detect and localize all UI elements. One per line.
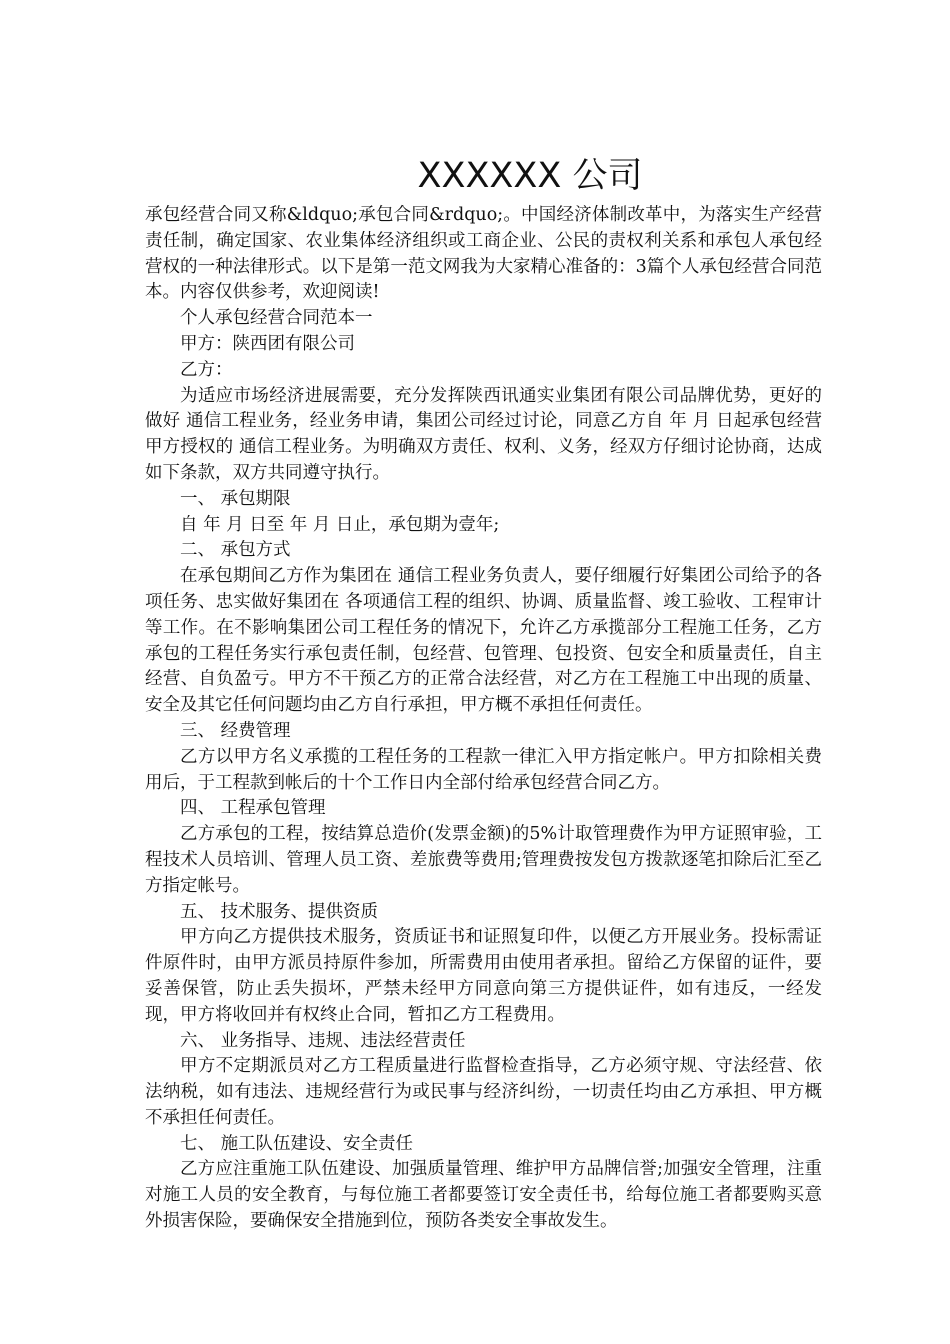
section-heading: 三、 经费管理 bbox=[180, 720, 291, 741]
document-title: XXXXXX 公司 bbox=[417, 156, 643, 196]
preamble-paragraph: 为适应市场经济进展需要，充分发挥陕西讯通实业集团有限公司品牌优势，更好的做好 通信工程业务，经业务申请，集团公司经过讨论，同意乙方自 年 月 日起承包经营甲方授权的 通信工程业务。为明确双方责任、权利、义务，经双方仔细讨论协商，达成如下条款，双方共同遵守执行。 bbox=[145, 385, 822, 483]
intro-paragraph: 承包经营合同又称&ldquo;承包合同&rdquo;。中国经济体制改革中，为落实生产经营责任制，确定国家、农业集体经济组织或工商企业、公民的责权利关系和承包人承包经营权的一种法律形式。以下是第一范文网我为大家精心准备的：3篇个人承包经营合同范本。内容仅供参考，欢迎阅读! bbox=[145, 205, 822, 303]
section-text: 自 年 月 日至 年 月 日止，承包期为壹年; bbox=[180, 514, 500, 535]
party-a-line: 甲方：陕西团有限公司 bbox=[180, 333, 355, 354]
section-heading: 五、 技术服务、提供资质 bbox=[180, 901, 379, 922]
section-text: 在承包期间乙方作为集团在 通信工程业务负责人，要仔细履行好集团公司给予的各项任务、忠实做好集团在 各项通信工程的组织、协调、质量监督、竣工验收、工程审计等工作。在不影响集团公司工程任务的情况下，允许乙方承揽部分工程施工任务，乙方承包的工程任务实行承包责任制，包经营、包管理、包投资、包安全和质量责任，自主经营、自负盈亏。甲方不干预乙方的正常合法经营，对乙方在工程施工中出现的质量、安全及其它任何问题均由乙方自行承担，甲方概不承担任何责任。 bbox=[145, 566, 822, 716]
section-text: 甲方向乙方提供技术服务，资质证书和证照复印件，以便乙方开展业务。投标需证件原件时，由甲方派员持原件参加，所需费用由使用者承担。留给乙方保留的证件，要妥善保管，防止丢失损坏，严禁未经甲方同意向第三方提供证件，如有违反，一经发现，甲方将收回并有权终止合同，暂扣乙方工程费用。 bbox=[145, 927, 822, 1025]
section-heading: 二、 承包方式 bbox=[180, 540, 291, 561]
contract-title: 个人承包经营合同范本一 bbox=[180, 308, 373, 329]
section-text: 甲方不定期派员对乙方工程质量进行监督检查指导，乙方必须守规、守法经营、依法纳税，如有违法、违规经营行为或民事与经济纠纷，一切责任均由乙方承担、甲方概不承担任何责任。 bbox=[145, 1056, 822, 1128]
section-heading: 一、 承包期限 bbox=[180, 488, 291, 509]
section-heading: 七、 施工队伍建设、安全责任 bbox=[180, 1133, 414, 1154]
document-body bbox=[145, 203, 822, 1235]
section-text: 乙方以甲方名义承揽的工程任务的工程款一律汇入甲方指定帐户。甲方扣除相关费用后，于工程款到帐后的十个工作日内全部付给承包经营合同乙方。 bbox=[145, 746, 822, 793]
section-text: 乙方应注重施工队伍建设、加强质量管理、维护甲方品牌信誉;加强安全管理，注重对施工人员的安全教育，与每位施工者都要签订安全责任书，给每位施工者都要购买意外损害保险，要确保安全措施到位，预防各类安全事故发生。 bbox=[145, 1159, 822, 1232]
party-b-line: 乙方： bbox=[180, 359, 233, 380]
section-heading: 六、 业务指导、违规、违法经营责任 bbox=[180, 1030, 466, 1051]
section-text: 乙方承包的工程，按结算总造价(发票金额)的5%计取管理费作为甲方证照审验，工程技术人员培训、管理人员工资、差旅费等费用;管理费按发包方拨款逐笔扣除后汇至乙方指定帐号。 bbox=[145, 824, 822, 896]
section-heading: 四、 工程承包管理 bbox=[180, 798, 326, 819]
